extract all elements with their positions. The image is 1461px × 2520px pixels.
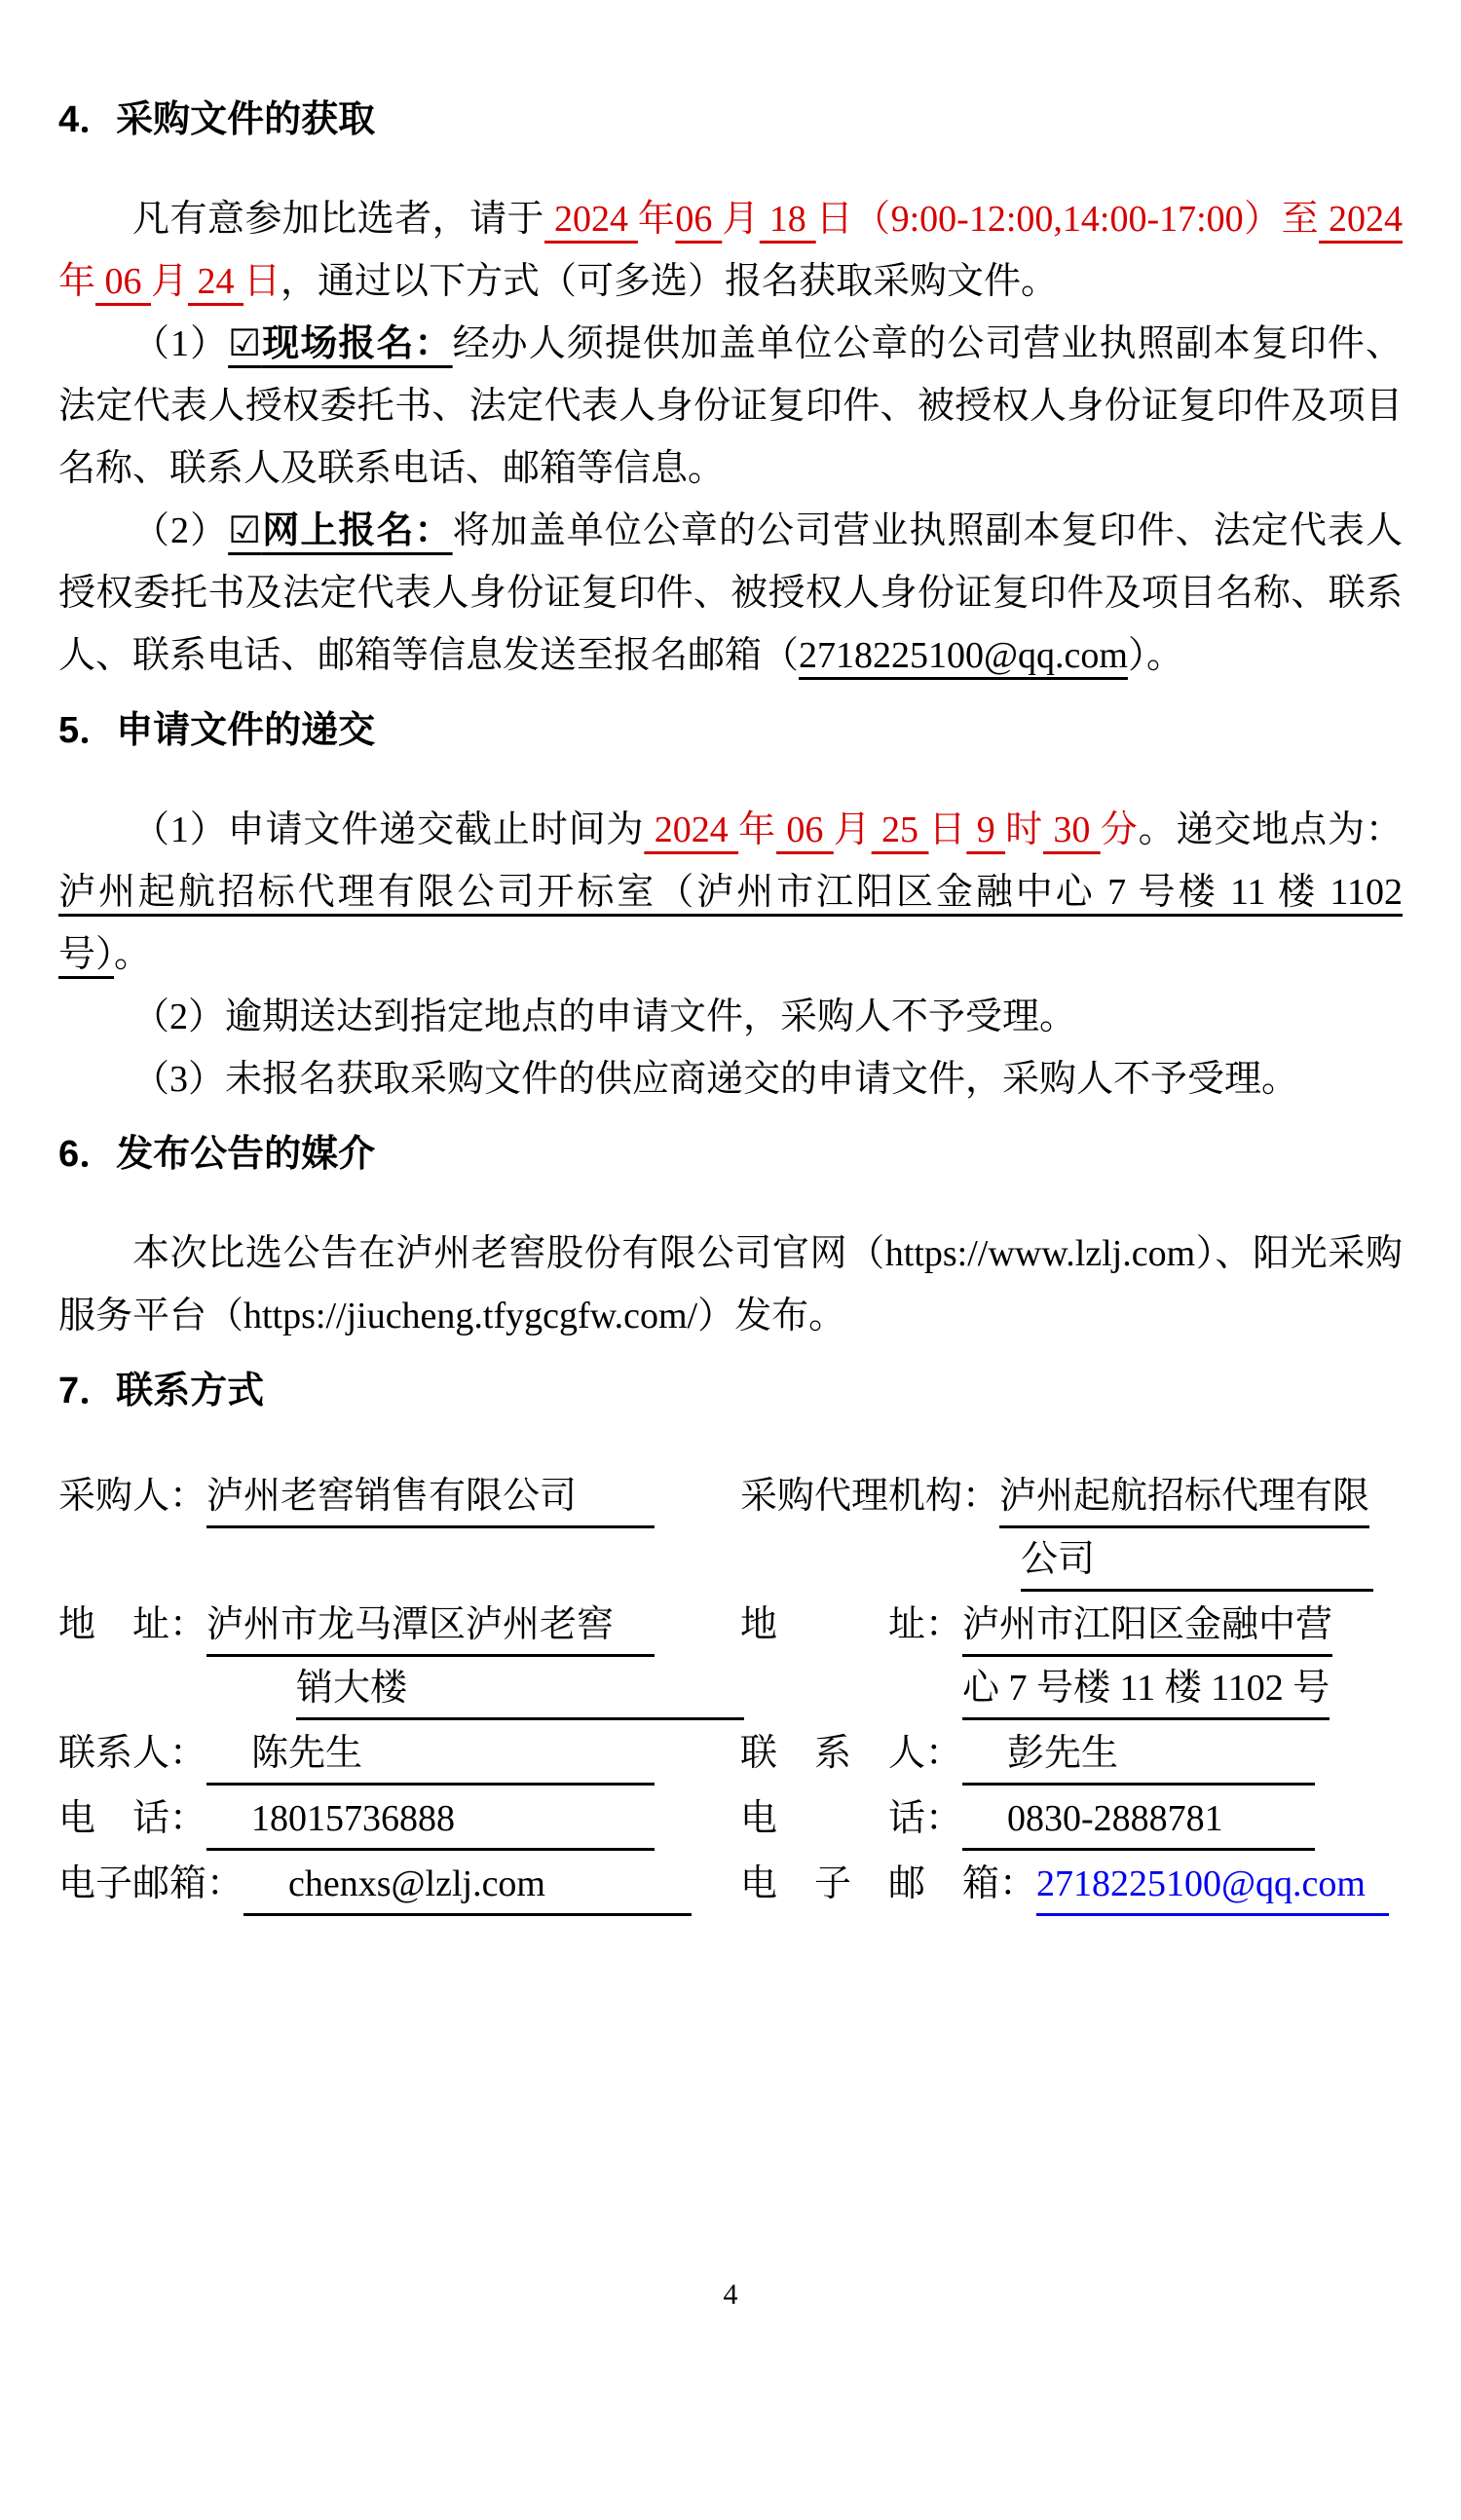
purchaser-phone-label: 电 话： [58,1798,207,1839]
text-segment: 时 [1005,809,1043,850]
agency-phone-label: 电 话： [740,1798,963,1839]
section-5-heading: 5．申请文件的递交 [58,710,376,751]
purchaser-email-value: chenxs@lzlj.com [244,1855,692,1916]
agency-contact-value: 彭先生 [962,1724,1315,1786]
text-segment: 24 [188,261,244,302]
purchaser-phone-row [58,1789,682,1851]
text-segment: 网上报名： [261,510,453,551]
section-5-item-3-unregistered [58,1048,1403,1110]
checkbox-checked-icon: ☑ [228,323,262,364]
agency-address-label: 地 址： [740,1604,963,1645]
text-segment: 本次比选公告在泸州老窖股份有限公司官网（https://www.lzlj.com）、阳光采购服务平台（https://jiucheng.tfygcgfw.com/）发布。 [58,1233,1403,1336]
text-segment: 18 [759,199,816,240]
text-segment: 06 [95,261,152,302]
text-segment: 日 [244,261,281,302]
text-segment: 年 [637,199,676,240]
purchaser-email-row [58,1855,682,1916]
section-7-heading: 7．联系方式 [58,1371,265,1411]
text-segment: 2024 [544,199,638,240]
text-segment: （2）逾期送达到指定地点的申请文件，采购人不予受理。 [132,997,1077,1037]
text-segment: 30 [1042,809,1101,850]
section-4-heading: 4．采购文件的获取 [58,99,376,140]
text-segment: 日 [928,809,967,850]
text-segment: 凡有意参加比选者，请于 [132,199,544,240]
purchaser-contact-label: 联系人： [58,1733,207,1774]
text-segment: 2024 [644,809,739,850]
text-segment: 日 [815,199,854,240]
purchaser-contact-row [58,1724,682,1786]
text-segment: （1） [132,323,229,364]
purchaser-contact-value: 陈先生 [206,1724,655,1786]
agency-row [740,1467,1403,1592]
agency-email-row [740,1855,1403,1916]
text-segment: 月 [833,809,872,850]
section-6-heading: 6．发布公告的媒介 [58,1134,376,1175]
purchaser-email-label: 电子邮箱： [58,1863,244,1904]
text-segment: 。递交地点为： [1138,809,1403,850]
checkbox-checked-icon: ☑ [228,510,262,551]
text-segment: 2718225100@qq.com [799,635,1128,676]
text-segment: 经办人须提供加盖单位公章的公司营业执照副本复印件、法定代表人授权委托书、法定代表人身份证复印件、被授权人身份证复印件及项目名称、联系人及联系电话、邮箱等信息。 [58,323,1403,489]
purchaser-address-row [58,1596,682,1720]
agency-email-link[interactable]: 2718225100@qq.com [1036,1855,1389,1916]
text-segment: 06 [675,199,723,240]
text-segment: 月 [722,199,760,240]
text-segment: 06 [776,809,834,850]
text-segment: 现场报名： [261,323,453,364]
agency-contact-row [740,1724,1403,1786]
text-segment: 年 [58,261,96,302]
purchaser-label: 采购人： [58,1476,207,1517]
section-5-item-2-late-delivery [58,986,1403,1048]
purchaser-phone-value: 18015736888 [206,1789,655,1851]
agency-value: 泸州起航招标代理有限 公司 [999,1467,1373,1592]
agency-label: 采购代理机构： [740,1476,1000,1517]
text-segment: 分 [1100,809,1139,850]
text-segment: （9:00-12:00,14:00-17:00） [853,199,1282,240]
section-4-item-1-onsite-signup [58,313,1403,500]
agency-phone-row [740,1789,1403,1851]
section-6-paragraph-media [58,1222,1403,1347]
section-4-item-2-online-signup [58,500,1403,687]
agency-address-row [740,1596,1403,1720]
purchaser-address-value: 泸州市龙马潭区泸州老窖 销大楼 [206,1596,744,1720]
text-segment: 9 [966,809,1006,850]
text-segment: （2） [132,510,229,551]
text-segment: 2024 [1319,199,1403,240]
agency-email-label: 电 子 邮 箱： [740,1863,1037,1904]
text-segment: 将加盖单位公章的公司营业执照副本复印件、法定代表人授权委托书及法定代表人身份证复印件、被授权人身份证复印件及项目名称、联系人、联系电话、邮箱等信息发送至报名邮箱（ [58,510,1403,676]
text-segment: ）。 [1127,635,1183,676]
text-segment: 。 [114,934,152,975]
agency-phone-value: 0830-2888781 [962,1789,1315,1851]
purchaser-address-label: 地 址： [58,1604,207,1645]
agency-contact-label: 联 系 人： [740,1733,963,1774]
text-segment: 泸州起航招标代理有限公司开标室（泸州市江阳区金融中心 7 号楼 11 楼 1102 号） [58,872,1403,975]
text-segment: 年 [738,809,777,850]
section-4-paragraph-dates [58,188,1403,313]
text-segment: 25 [871,809,929,850]
text-segment: （1）申请文件递交截止时间为 [132,809,645,850]
agency-address-value: 泸州市江阳区金融中营 心 7 号楼 11 楼 1102 号 [962,1596,1332,1720]
purchaser-row [58,1467,682,1592]
contact-table [58,1467,1403,1916]
text-segment: ，通过以下方式（可多选）报名获取采购文件。 [281,261,1059,302]
text-segment: 月 [151,261,189,302]
agency-email-value [1036,1855,1389,1916]
page-number: 4 [723,2278,738,2311]
text-segment: （3）未报名获取采购文件的供应商递交的申请文件，采购人不予受理。 [132,1059,1299,1100]
section-5-item-1-deadline [58,799,1403,986]
purchaser-value: 泸州老窖销售有限公司 [206,1467,655,1528]
text-segment: 至 [1281,199,1320,240]
